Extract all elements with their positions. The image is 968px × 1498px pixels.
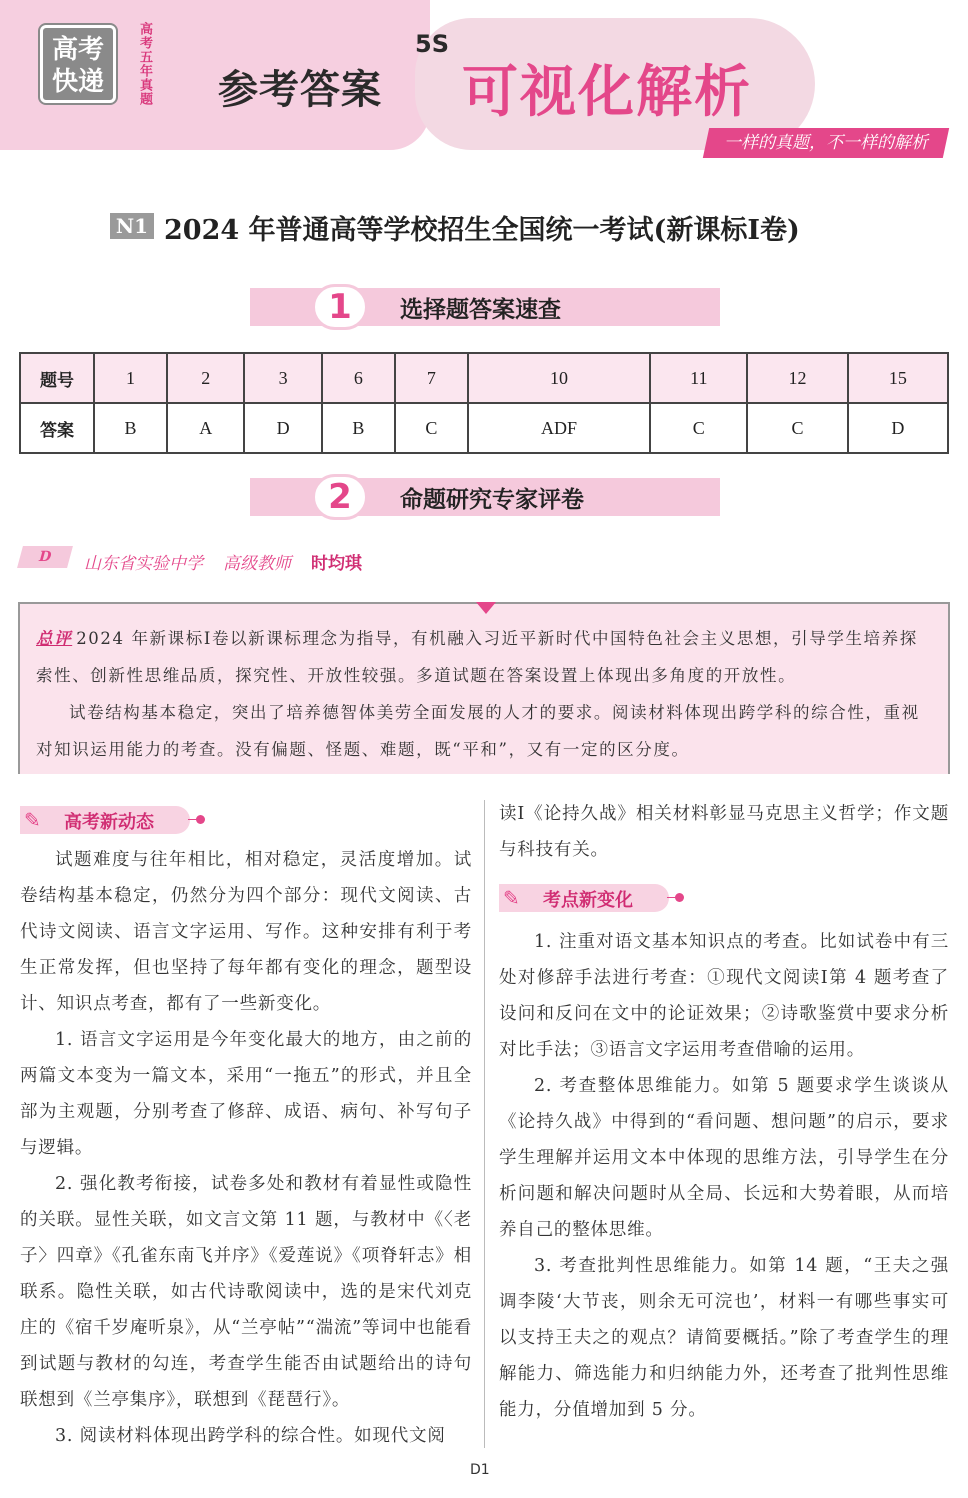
right-column-continuation	[499, 796, 949, 868]
question-cell: 7	[395, 353, 468, 403]
question-cell: 6	[322, 353, 395, 403]
question-row-label: 题号	[20, 353, 94, 403]
section2-banner	[250, 478, 720, 516]
exam-code: N1	[110, 213, 154, 239]
logo-line1: 高考	[51, 35, 104, 65]
question-cell: 12	[747, 353, 847, 403]
section1-title: 选择题答案速查	[400, 297, 561, 323]
answer-cell: D	[244, 403, 321, 453]
logo-line2: 快递	[51, 67, 104, 97]
header-badge: 5S	[415, 30, 449, 58]
pen-icon: ✎	[503, 886, 520, 910]
author-icon: D	[17, 546, 73, 568]
author-name: 时均琪	[311, 554, 362, 574]
question-cell: 15	[848, 353, 948, 403]
review-text	[36, 620, 934, 768]
review-para1: 2024 年新课标Ⅰ卷以新课标理念为指导，有机融入习近平新时代中国特色社会主义思想，引导学生培养探索性、创新性思维品质，探究性、开放性较强。多道试题在答案设置上体现出多角度的开放性。	[36, 629, 918, 685]
answer-row-label: 答案	[20, 403, 94, 453]
left-paragraph: 3. 阅读材料体现出跨学科的综合性。如现代文阅	[55, 1426, 446, 1446]
right-paragraph: 1. 注重对语文基本知识点的考查。比如试卷中有三处对修辞手法进行考查：①现代文阅读Ⅰ第 4 题考查了设问和反问在文中的论证效果；②诗歌鉴赏中要求分析对比手法；③语言文字运用考查借喻的运用。	[499, 932, 949, 1060]
logo	[40, 25, 116, 103]
page-number: D1	[470, 1462, 490, 1478]
header-slogan	[703, 128, 949, 158]
author-line	[84, 549, 362, 574]
answer-cell: D	[848, 403, 948, 453]
answer-cell: B	[94, 403, 167, 453]
answer-table	[19, 352, 949, 454]
pen-icon: ✎	[24, 808, 41, 832]
right-paragraph: 3. 考查批判性思维能力。如第 14 题，“王夫之强调李陵‘大节丧，则余无可浣也’，材料一有哪些事实可以支持王夫之的观点？请简要概括。”除了考查学生的理解能力、筛选能力和归纳能力外，还考查了批判性思维能力，分值增加到 5 分。	[499, 1256, 949, 1420]
answer-cell: ADF	[468, 403, 650, 453]
question-cell: 1	[94, 353, 167, 403]
review-pointer	[476, 602, 496, 614]
left-tag-dot	[196, 815, 205, 824]
header-title-left: 参考答案	[218, 67, 382, 113]
answer-cell: C	[650, 403, 747, 453]
answer-cell: B	[322, 403, 395, 453]
header-title-right: 可视化解析	[462, 60, 752, 125]
left-paragraph: 试题难度与往年相比，相对稳定，灵活度增加。试卷结构基本稳定，仍然分为四个部分：现代文阅读、古代诗文阅读、语言文字运用、写作。这种安排有利于考生正常发挥，但也坚持了每年都有变化的理念，题型设计、知识点考查，都有了一些新变化。	[20, 850, 472, 1014]
right-tag	[499, 884, 699, 912]
question-cell: 10	[468, 353, 650, 403]
review-label: 总评	[36, 629, 73, 648]
question-cell: 3	[244, 353, 321, 403]
answer-table-question-row	[20, 353, 948, 403]
answer-cell: C	[747, 403, 847, 453]
author-role: 高级教师	[223, 554, 291, 574]
logo-vertical-text: 高考五年真题	[137, 22, 152, 106]
answer-cell: C	[395, 403, 468, 453]
header-slogan-text: 一样的真题，不一样的解析	[724, 133, 928, 153]
right-paragraph: 2. 考查整体思维能力。如第 5 题要求学生谈谈从《论持久战》中得到的“看问题、想问题”的启示，要求学生理解并运用文本中体现的思维方法，引导学生在分析问题和解决问题时从全局、长远和大势着眼，从而培养自己的整体思维。	[499, 1076, 949, 1240]
right-continuation-text: 读Ⅰ《论持久战》相关材料彰显马克思主义哲学；作文题与科技有关。	[499, 804, 949, 860]
left-paragraph: 1. 语言文字运用是今年变化最大的地方，由之前的两篇文本变为一篇文本，采用“一拖五”的形式，并且全部为主观题，分别考查了修辞、成语、病句、补写句子与逻辑。	[20, 1030, 472, 1158]
left-paragraph: 2. 强化教考衔接，试卷多处和教材有着显性或隐性的关联。显性关联，如文言文第 11 题，与教材中《〈老子〉四章》《孔雀东南飞并序》《爱莲说》《项脊轩志》相联系。隐性关联，如古代诗歌阅读中，选的是宋代刘克庄的《宿千岁庵听泉》，从“兰亭帖”“湍流”等词中也能看到试题与教材的勾连，考查学生能否由试题给出的诗句联想到《兰亭集序》，联想到《琵琶行》。	[20, 1174, 472, 1410]
exam-title: 2024 年普通高等学校招生全国统一考试(新课标Ⅰ卷)	[164, 215, 800, 246]
left-tag	[20, 806, 220, 834]
right-column	[499, 924, 949, 1428]
right-tag-dot	[675, 893, 684, 902]
section1-number: 1	[312, 284, 368, 330]
right-tag-text: 考点新变化	[543, 890, 633, 911]
review-para2: 试卷结构基本稳定，突出了培养德智体美劳全面发展的人才的要求。阅读材料体现出跨学科的综合性，重视对知识运用能力的考查。没有偏题、怪题、难题，既“平和”，又有一定的区分度。	[36, 703, 920, 759]
left-tag-text: 高考新动态	[64, 812, 154, 833]
question-cell: 11	[650, 353, 747, 403]
author-school: 山东省实验中学	[84, 554, 203, 574]
section2-number: 2	[312, 474, 368, 520]
section2-title: 命题研究专家评卷	[400, 487, 584, 513]
column-divider	[484, 800, 485, 1448]
left-column	[20, 842, 472, 1454]
answer-table-answer-row	[20, 403, 948, 453]
answer-cell: A	[167, 403, 244, 453]
section1-banner	[250, 288, 720, 326]
question-cell: 2	[167, 353, 244, 403]
